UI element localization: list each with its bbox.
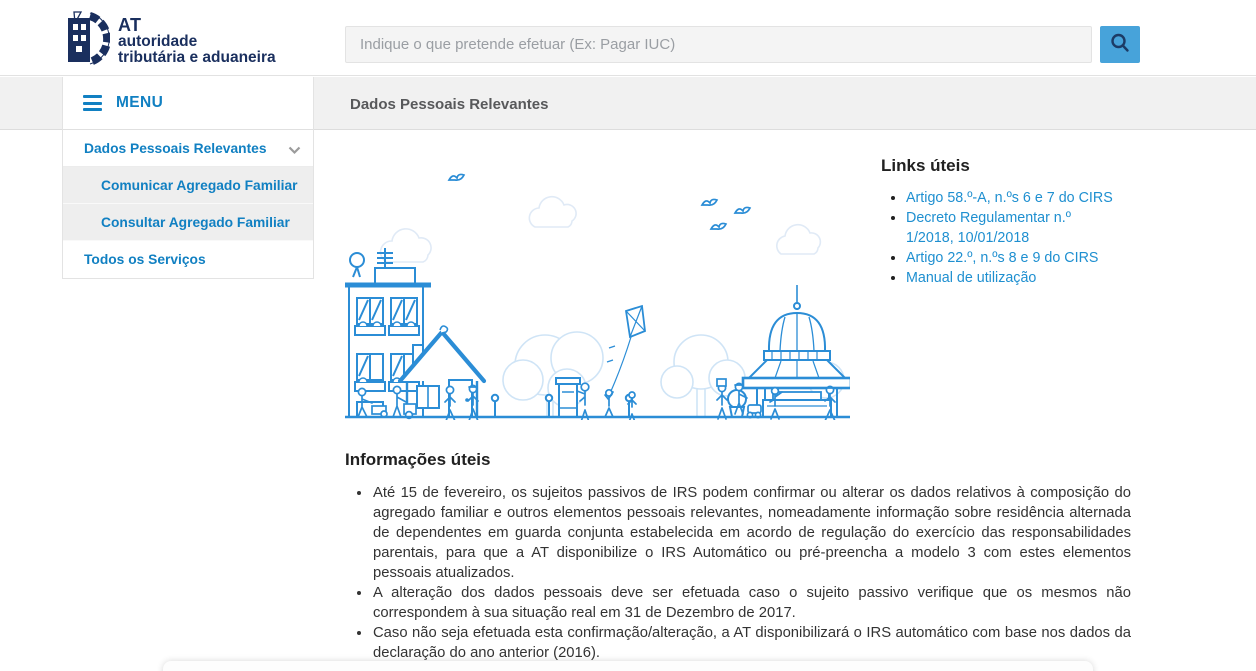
at-logo-text	[118, 16, 276, 66]
search-icon	[1109, 32, 1131, 57]
info-bullet: • Até 15 de fevereiro, os sujeitos passivos de IRS podem confirmar ou alterar os dados relativos à composição do agregado familiar e outros elementos pessoais relevantes, nomeadamente informação sobre residência alternada de dependentes em guarda conjunta estabelecida em acordo de regulação do exercício das responsabilidades parentais, para que a AT disponibilize o IRS Automático ou pré-preencha a modelo 3 com estes elementos pessoais atualizados.	[372, 483, 1131, 583]
town-illustration	[345, 140, 850, 425]
logo-acronym: AT	[118, 14, 142, 35]
list-item	[906, 208, 1121, 248]
sidebar-item-label: Dados Pessoais Relevantes	[84, 140, 267, 156]
links-uteis-section	[881, 156, 1131, 288]
at-logo-icon	[62, 10, 110, 71]
sidebar-item-consultar-agregado-familiar[interactable]	[63, 204, 313, 241]
links-uteis-heading: Links úteis	[881, 156, 970, 175]
logo-line-1: autoridade	[118, 32, 198, 50]
header	[0, 0, 1256, 76]
sidebar-item-todos-os-servicos[interactable]	[63, 241, 313, 278]
link-artigo-58[interactable]: Artigo 58.º-A, n.ºs 6 e 7 do CIRS	[906, 190, 1113, 206]
sidebar-item-label: Todos os Serviços	[84, 252, 206, 267]
link-manual-utilizacao[interactable]: Manual de utilização	[906, 270, 1037, 286]
hamburger-icon	[83, 95, 102, 111]
search-button[interactable]	[1100, 26, 1140, 63]
sidebar-item-label: Comunicar Agregado Familiar	[101, 177, 298, 193]
sidebar-item-dados-pessoais-relevantes[interactable]	[63, 130, 313, 167]
search-input[interactable]	[345, 26, 1092, 63]
page-title: Dados Pessoais Relevantes	[350, 96, 549, 113]
informacoes-uteis-section	[345, 450, 1131, 663]
chevron-down-icon	[288, 143, 301, 158]
sidebar-item-label: Consultar Agregado Familiar	[101, 214, 290, 230]
at-logo[interactable]	[62, 10, 276, 71]
informacoes-uteis-list	[372, 483, 1131, 663]
link-artigo-22[interactable]: Artigo 22.º, n.ºs 8 e 9 do CIRS	[906, 250, 1099, 266]
info-bullet: • Caso não seja efetuada esta confirmação/alteração, a AT disponibilizará o IRS automático com base nos dados da declaração do ano anterior (2016).	[372, 623, 1131, 663]
menu-toggle[interactable]	[63, 77, 313, 130]
informacoes-uteis-heading: Informações úteis	[345, 450, 491, 469]
link-decreto-regulamentar[interactable]: Decreto Regulamentar n.º 1/2018, 10/01/2018	[906, 210, 1071, 246]
sidebar-menu	[62, 77, 314, 279]
logo-line-2: tributária e aduaneira	[118, 48, 276, 66]
links-uteis-list	[906, 188, 1121, 288]
list-item	[906, 188, 1121, 208]
sidebar-item-comunicar-agregado-familiar[interactable]	[63, 167, 313, 204]
next-section-card-edge	[163, 661, 1093, 671]
info-bullet: • A alteração dos dados pessoais deve ser efetuada caso o sujeito passivo verifique que os mesmos não correspondem à sua situação real em 31 de Dezembro de 2017.	[372, 583, 1131, 623]
list-item	[906, 268, 1121, 288]
menu-label: MENU	[116, 94, 164, 111]
list-item	[906, 248, 1121, 268]
